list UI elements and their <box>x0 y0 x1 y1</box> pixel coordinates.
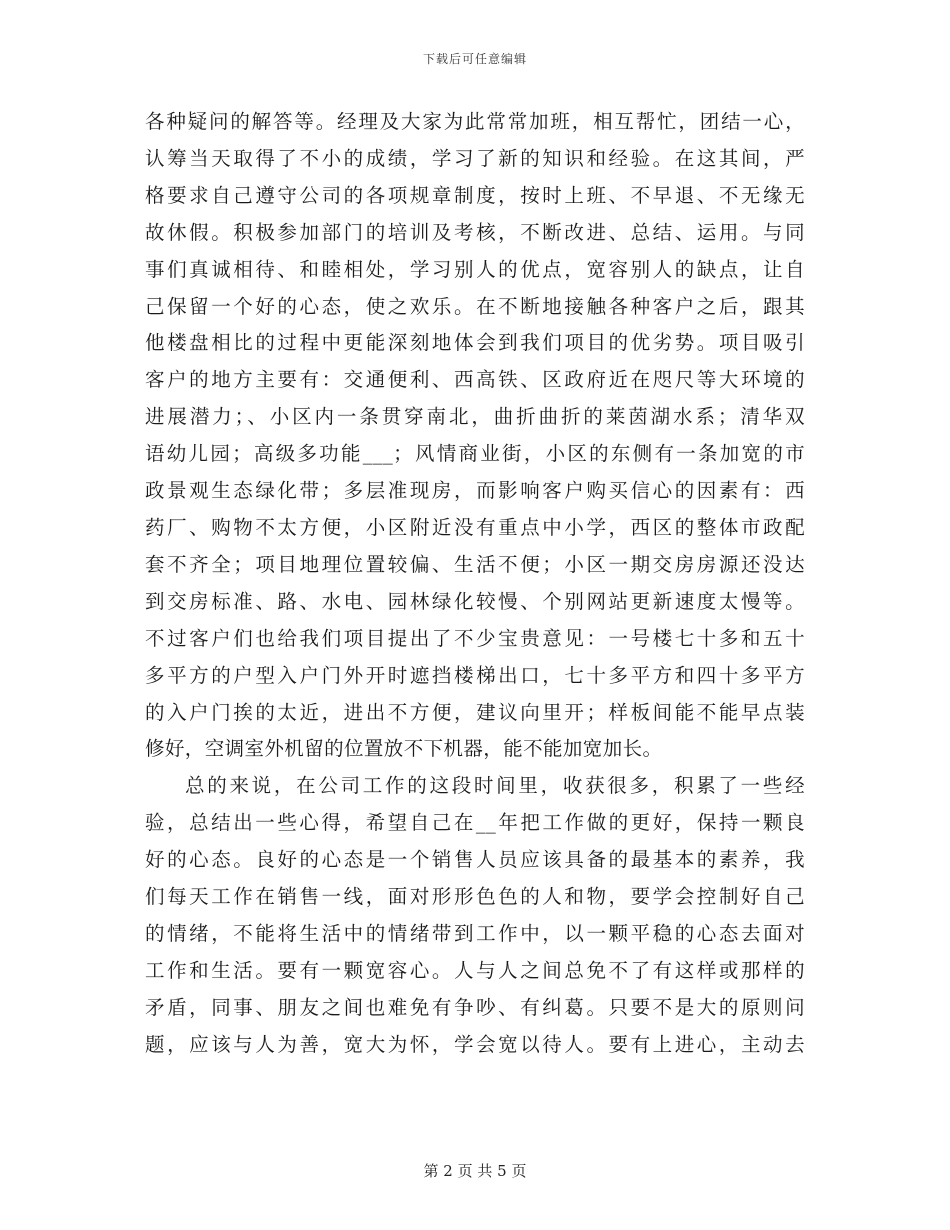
text-line: 格要求自己遵守公司的各项规章制度，按时上班、不早退、不无缘无 <box>145 183 805 207</box>
text-line: 们每天工作在销售一线，面对形形色色的人和物，要学会控制好自己 <box>145 885 805 909</box>
text-line: 己保留一个好的心态，使之欢乐。在不断地接触各种客户之后，跟其 <box>145 294 805 318</box>
text-line: 他楼盘相比的过程中更能深刻地体会到我们项目的优劣势。项目吸引 <box>145 331 805 355</box>
text-line: 的情绪，不能将生活中的情绪带到工作中，以一颗平稳的心态去面对 <box>145 921 805 945</box>
text-line: 验，总结出一些心得，希望自己在__年把工作做的更好，保持一颗良 <box>145 811 805 835</box>
text-line: 总的来说，在公司工作的这段时间里，收获很多，积累了一些经 <box>185 774 805 798</box>
text-line: 修好，空调室外机留的位置放不下机器，能不能加宽加长。 <box>145 737 663 761</box>
text-line: 到交房标准、路、水电、园林绿化较慢、个别网站更新速度太慢等。 <box>145 589 805 613</box>
paragraph-2 <box>145 768 805 1063</box>
text-line: 政景观生态绿化带；多层准现房，而影响客户购买信心的因素有：西 <box>145 479 805 503</box>
text-line: 认筹当天取得了不小的成绩，学习了新的知识和经验。在这其间，严 <box>145 146 805 170</box>
text-line: 语幼儿园；高级多功能___；风情商业街，小区的东侧有一条加宽的市 <box>145 442 805 466</box>
page-number: 第 2 页 共 5 页 <box>423 1162 527 1180</box>
text-line: 工作和生活。要有一颗宽容心。人与人之间总免不了有这样或那样的 <box>145 958 805 982</box>
text-line: 的入户门挨的太近，进出不方便，建议向里开；样板间能不能早点装 <box>145 700 805 724</box>
page-header-note: 下载后可任意编辑 <box>422 52 527 66</box>
text-line: 好的心态。良好的心态是一个销售人员应该具备的最基本的素养，我 <box>145 848 805 872</box>
text-line: 事们真诚相待、和睦相处，学习别人的优点，宽容别人的缺点，让自 <box>145 257 805 281</box>
text-line: 客户的地方主要有：交通便利、西高铁、区政府近在咫尺等大环境的 <box>145 368 805 392</box>
text-line: 矛盾，同事、朋友之间也难免有争吵、有纠葛。只要不是大的原则问 <box>145 995 805 1019</box>
text-line: 各种疑问的解答等。经理及大家为此常常加班，相互帮忙，团结一心， <box>145 110 805 133</box>
text-line: 多平方的户型入户门外开时遮挡楼梯出口，七十多平方和四十多平方 <box>145 663 805 687</box>
paragraph-1 <box>145 104 805 768</box>
text-line: 进展潜力；、小区内一条贯穿南北，曲折曲折的莱茵湖水系；清华双 <box>145 405 805 429</box>
text-line: 套不齐全；项目地理位置较偏、生活不便；小区一期交房房源还没达 <box>145 552 805 576</box>
text-line: 不过客户们也给我们项目提出了不少宝贵意见：一号楼七十多和五十 <box>145 626 805 650</box>
text-line: 题，应该与人为善，宽大为怀，学会宽以待人。要有上进心，主动去 <box>145 1032 805 1056</box>
text-line: 药厂、购物不太方便，小区附近没有重点中小学，西区的整体市政配 <box>145 515 805 539</box>
text-line: 故休假。积极参加部门的培训及考核，不断改进、总结、运用。与同 <box>145 220 805 244</box>
document-body <box>145 104 805 1064</box>
